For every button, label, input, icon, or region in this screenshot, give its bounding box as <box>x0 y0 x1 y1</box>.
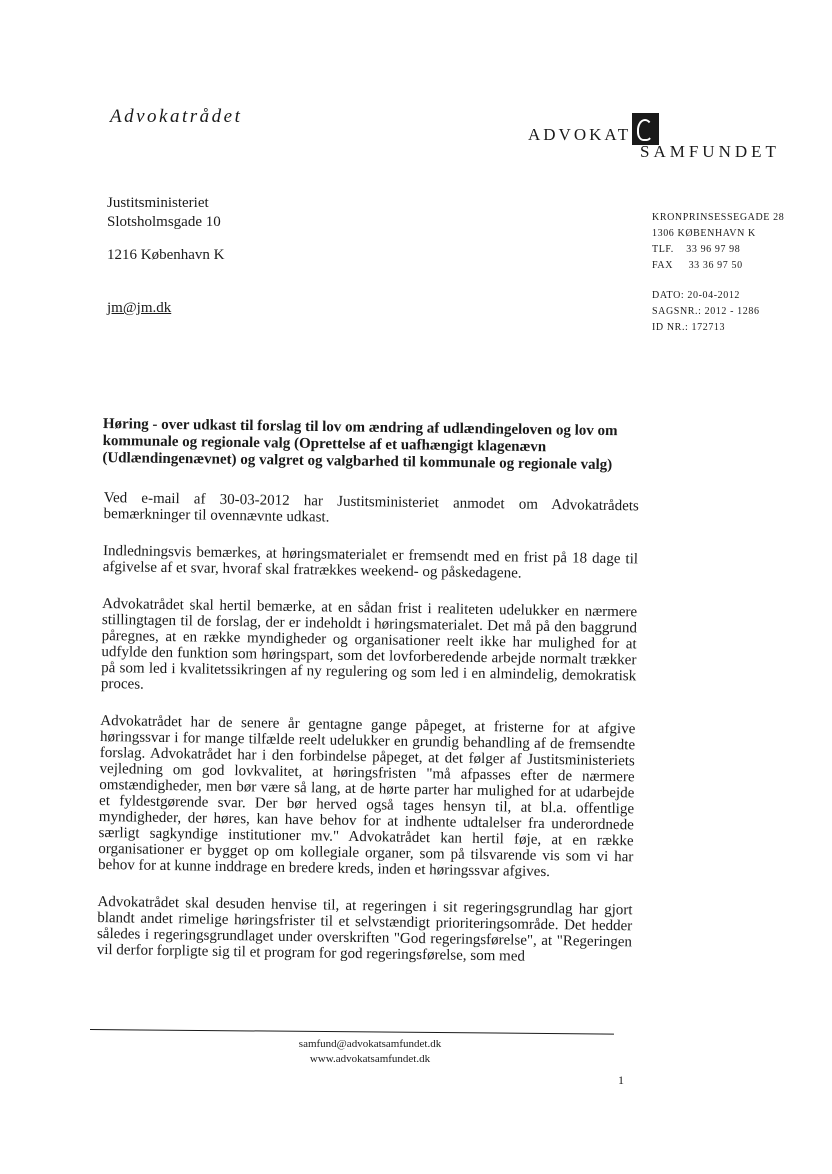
sender-postal: 1306 KØBENHAVN K <box>652 228 756 239</box>
footer <box>270 1037 470 1067</box>
sender-info <box>652 210 784 336</box>
page-number: 1 <box>618 1073 624 1087</box>
footer-email-link[interactable]: samfund@advokatsamfundet.dk <box>298 1038 442 1050</box>
portrait-logo-icon <box>632 113 659 145</box>
body-paragraph: Advokatrådet skal hertil bemærke, at en sådan frist i realiteten udelukker en nærmere stillingtagen til de forslag, der er indeholdt i høringsmaterialet. Det må på den baggrund påregnes, at en række myndigheder og organisationer reelt ikke har mulighed for at udfylde den funktion som høringspart, som det lovforberedende arbejde normalt trækker på som led i kvalitetssikringen af ny regulering og som led i en almindelig, demokratisk proces. <box>100 595 638 693</box>
footer-web-link[interactable]: www.advokatsamfundet.dk <box>309 1053 431 1065</box>
body-paragraph: Advokatrådet har de senere år gentagne gange påpeget, at fristerne for at afgive høringssvar i for mange tilfælde reelt udelukker en grundig behandling af de fremsendte forslag. Advokatrådet har i den forbindelse påpeget, at det følger af Justitsministeriets vejledning om god lovkvalitet, at høringsfristen "må afpasses efter de nærmere omstændigheder, men bør være så lang, at de hørte parter har mulighed for at udarbejde et fyldestgørende svar. Der bør herved også tages hensyn til, at bl.a. offentlige myndigheder, der høres, kan have behov for at indhente udtalelser fra underordnede særligt sagkyndige institutioner mv." Advokatrådet kan hertil føje, at en række organisationer er bygget op om kollegiale organer, som på tilsvarende vis som vi har behov for at kunne inddrage en bredere kreds, inden et høringssvar afgives. <box>97 712 636 881</box>
footer-divider <box>90 1029 614 1035</box>
logo <box>528 113 659 145</box>
logo-text-top: ADVOKAT <box>528 125 632 144</box>
sender-street: KRONPRINSESSEGADE 28 <box>652 212 785 223</box>
recipient-city: 1216 København K <box>107 247 225 263</box>
id-number: ID NR.: 172713 <box>652 322 726 333</box>
org-name: Advokatrådet <box>110 106 243 127</box>
letter-body <box>96 490 639 987</box>
logo-text-bottom: SAMFUNDET <box>640 142 780 161</box>
body-paragraph: Advokatrådet skal desuden henvise til, at regeringen i sit regeringsgrundlag har gjort blandt andet rimelige høringsfrister til et selvstændigt prioriteringsområde. Det hedder således i regeringsgrundlaget under overskriften "God regeringsførelse", at "Regeringen vil derfor forpligte sig til et program for god regeringsførelse, som med <box>96 893 633 965</box>
sender-phone: TLF. 33 96 97 98 <box>652 244 741 255</box>
recipient-email-link[interactable]: jm@jm.dk <box>107 300 172 316</box>
subject-heading: Høring - over udkast til forslag til lov om ændring af udlændingeloven og lov om kommunale og regionale valg (Oprettelse af et uafhængigt klagenævn (Udlændingenævnet) og valgret og valgbarhed til kommunale og regionale valg) <box>102 416 618 474</box>
recipient-address <box>107 194 224 318</box>
recipient-street: Slotsholmsgade 10 <box>107 214 221 230</box>
recipient-name: Justitsministeriet <box>107 195 209 211</box>
case-number: SAGSNR.: 2012 - 1286 <box>652 306 760 317</box>
sender-fax: FAX 33 36 97 50 <box>652 260 743 271</box>
body-paragraph: Ved e-mail af 30-03-2012 har Justitsministeriet anmodet om Advokatrådets bemærkninger til ovennævnte udkast. <box>103 490 639 526</box>
body-paragraph: Indledningsvis bemærkes, at høringsmaterialet er fremsendt med en frist på 18 dage til afgivelse af et svar, hvoraf skal fratrækkes weekend- og påskedagene. <box>102 542 639 582</box>
letter-date: DATO: 20-04-2012 <box>652 290 741 301</box>
